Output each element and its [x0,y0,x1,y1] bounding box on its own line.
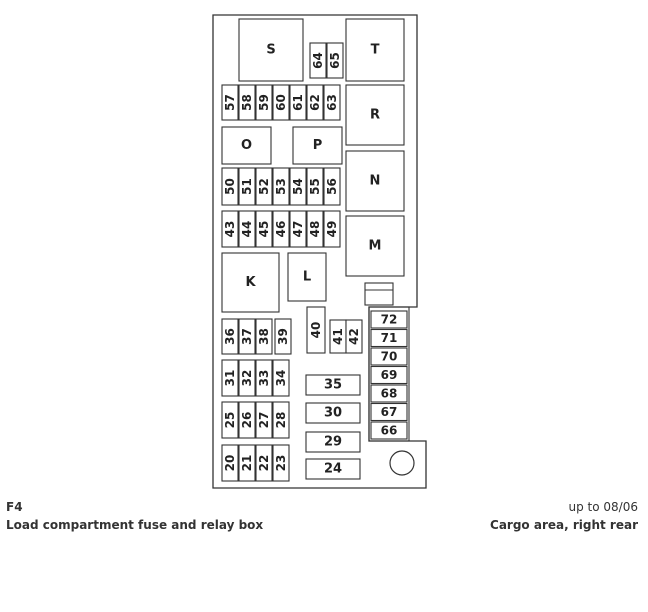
fuse-68 [371,385,407,402]
fuse-41 [330,320,346,353]
fuse-21-label: 21 [240,454,254,472]
fuse-30-label: 30 [323,405,343,421]
diagram-title: Load compartment fuse and relay box [6,518,264,532]
fuse-50 [222,168,238,205]
fuse-21 [239,445,255,481]
fuse-48-label: 48 [308,220,322,238]
fuse-26-label: 26 [240,411,254,429]
fuse-29-label: 29 [323,434,343,450]
relay-t-label: T [370,42,380,58]
fuse-58-label: 58 [240,94,254,111]
fuse-47 [290,211,306,247]
fuse-33-label: 33 [257,369,271,387]
fuse-40 [307,307,325,353]
relay-l [288,253,326,301]
fuse-35-label: 35 [323,377,343,393]
installation-location: Cargo area, right rear [490,518,638,532]
fuse-67 [371,404,407,421]
fuse-22 [256,445,272,481]
fuse-59 [256,85,272,120]
relay-k-label: K [245,275,256,290]
fuse-57-label: 57 [223,94,237,111]
fuse-45 [256,211,272,247]
fuse-46-label: 46 [274,220,288,238]
fuse-31 [222,360,238,396]
fuse-20-label: 20 [223,454,237,472]
fuse-33 [256,360,272,396]
fuse-50-label: 50 [223,178,237,195]
fuse-63 [324,85,340,120]
fuse-66-label: 66 [380,423,398,438]
fuse-39 [275,319,291,354]
fuse-42 [346,320,362,353]
fuse-69-label: 69 [380,368,398,382]
fuse-60 [273,85,289,120]
fuse-72 [371,311,407,328]
fuse-72-label: 72 [380,312,398,327]
fuse-62-label: 62 [308,94,322,111]
fuse-62 [307,85,323,120]
fuse-23 [273,445,289,481]
fuse-28 [273,402,289,438]
fuse-59-label: 59 [257,94,271,111]
fuse-47-label: 47 [291,220,305,238]
fuse-44 [239,211,255,247]
fuse-43 [222,211,238,247]
fuse-27 [256,402,272,438]
fuse-67-label: 67 [380,405,398,419]
fuse-51-label: 51 [240,178,254,195]
fuse-65-label: 65 [328,52,342,69]
fuse-22-label: 22 [257,454,271,472]
fuse-40-label: 40 [309,321,323,339]
fuse-61-label: 61 [291,94,305,111]
fuse-52 [256,168,272,205]
fuse-54 [290,168,306,205]
fuse-34 [273,360,289,396]
fuse-23-label: 23 [274,454,288,472]
fuse-35 [306,375,360,395]
fuse-51 [239,168,255,205]
fuse-25-label: 25 [223,411,237,429]
relay-k [222,253,279,312]
fuse-41-label: 41 [331,328,345,345]
relay-n [346,151,404,211]
fuse-55 [307,168,323,205]
fuse-26 [239,402,255,438]
relay-l-label: L [302,269,312,285]
fuse-53-label: 53 [274,178,288,195]
fuse-63-label: 63 [325,94,339,111]
fuse-43-label: 43 [223,220,237,238]
fuse-42-label: 42 [347,328,361,345]
fuse-39-label: 39 [276,328,290,345]
fuse-29 [306,432,360,452]
fuse-55-label: 55 [308,178,322,195]
fuse-64 [310,43,326,78]
fuse-71-label: 71 [380,331,398,345]
fuse-52-label: 52 [257,178,271,195]
relay-m [346,216,404,276]
relay-t [346,19,404,81]
relay-o-label: O [240,138,253,153]
fuse-66 [371,422,407,439]
fuse-24-label: 24 [323,461,343,477]
fuse-56-label: 56 [325,178,339,195]
relay-p [293,127,342,164]
fuse-32-label: 32 [240,369,254,387]
fuse-32 [239,360,255,396]
relay-n-label: N [369,173,381,189]
fuse-49 [324,211,340,247]
fuse-44-label: 44 [240,220,254,238]
fuse-46 [273,211,289,247]
relay-r [346,85,404,145]
fuse-28-label: 28 [274,411,288,429]
mounting-hole [390,451,414,475]
fuse-53 [273,168,289,205]
fuse-38 [256,319,272,354]
fuse-30 [306,403,360,423]
fuse-69 [371,367,407,384]
fuse-70 [371,348,407,365]
relay-o [222,127,271,164]
fuse-24 [306,459,360,479]
relay-s-label: S [266,42,276,58]
connector-block [365,283,393,305]
relay-m-label: M [368,238,382,254]
fuse-25 [222,402,238,438]
fuse-27-label: 27 [257,411,271,429]
fuse-38-label: 38 [257,328,271,345]
fuse-60-label: 60 [274,94,288,111]
fuse-64-label: 64 [311,52,325,69]
fuse-57 [222,85,238,120]
fuse-58 [239,85,255,120]
fuse-31-label: 31 [223,369,237,387]
fuse-70-label: 70 [380,349,398,364]
diagram-code: F4 [6,500,23,514]
relay-p-label: P [312,138,323,153]
fuse-49-label: 49 [325,220,339,238]
fuse-36-label: 36 [223,328,237,345]
fuse-56 [324,168,340,205]
fuse-68-label: 68 [380,386,398,401]
fuse-37-label: 37 [240,328,254,345]
fuse-71 [371,330,407,347]
fuse-45-label: 45 [257,220,271,238]
fuse-48 [307,211,323,247]
fuse-65 [327,43,343,78]
fuse-20 [222,445,238,481]
fuse-36 [222,319,238,354]
fuse-37 [239,319,255,354]
fuse-54-label: 54 [291,178,305,195]
fuse-34-label: 34 [274,369,288,387]
validity-date: up to 08/06 [568,500,638,514]
relay-r-label: R [369,107,381,123]
relay-s [239,19,303,81]
fuse-61 [290,85,306,120]
